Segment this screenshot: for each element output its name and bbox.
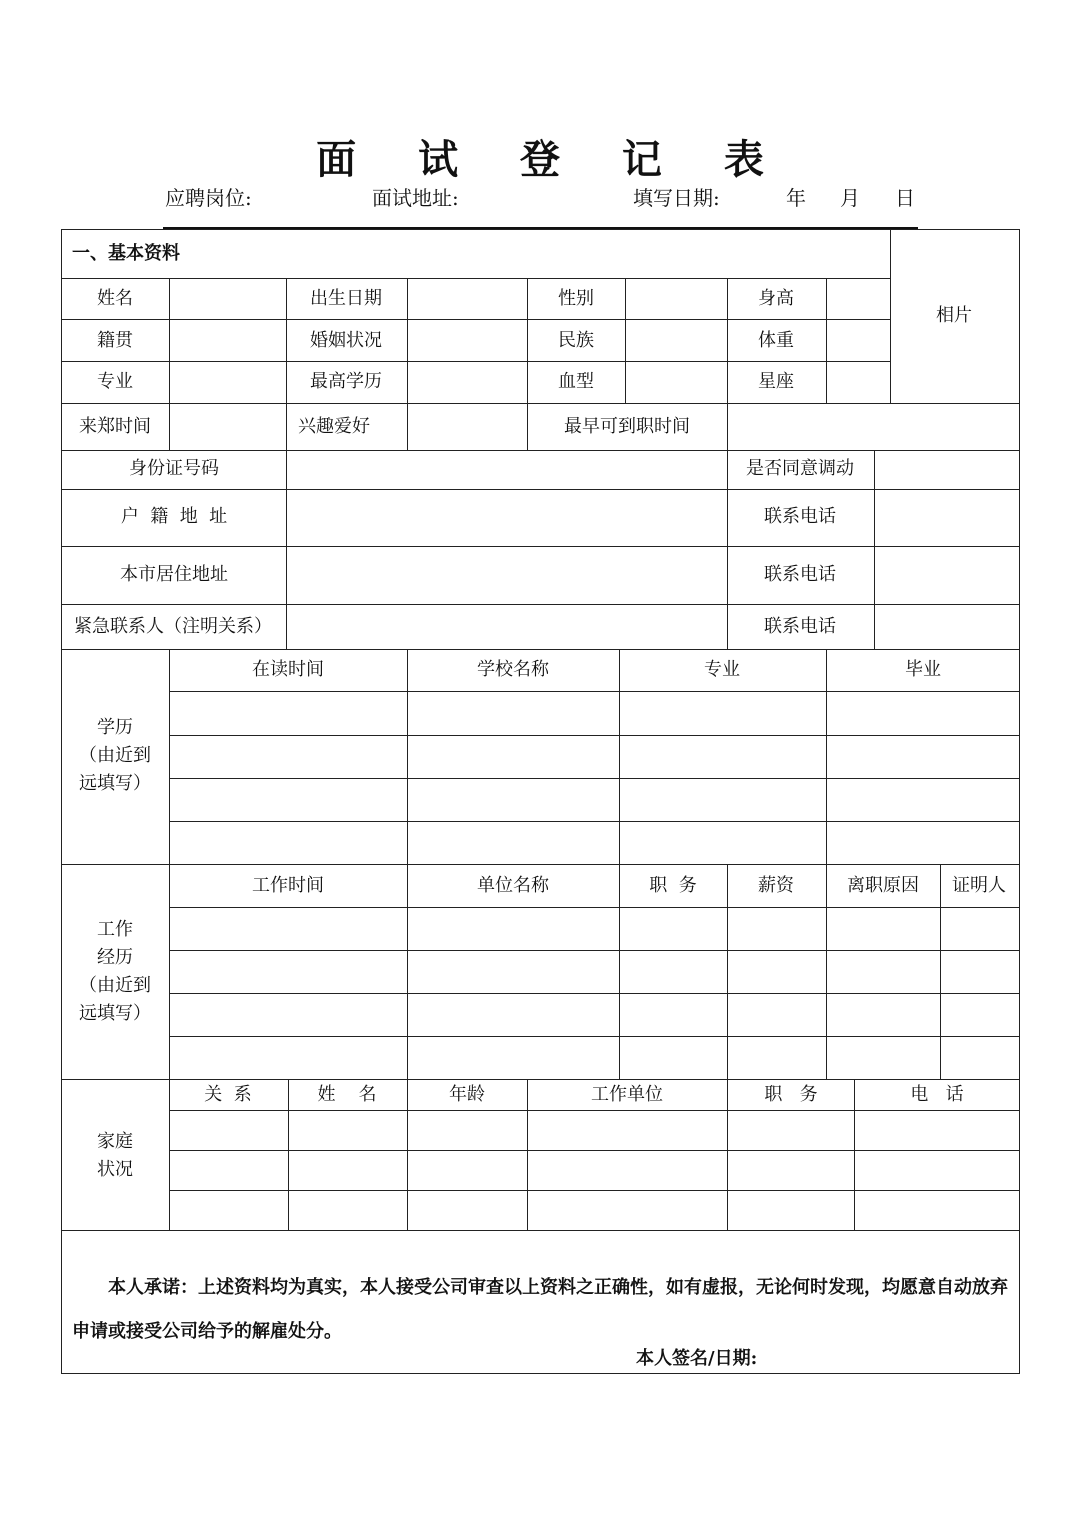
label-emergency-contact: 紧急联系人（注明关系）: [74, 616, 272, 637]
grid-line: [169, 821, 1020, 822]
section-basic-title: 一、基本资料: [72, 243, 180, 264]
edu-header: 学校名称: [477, 659, 549, 680]
grid-line: [940, 864, 941, 1079]
grid-line: [625, 278, 626, 403]
grid-line: [61, 1230, 1020, 1231]
month-label: 月: [840, 186, 860, 210]
grid-line: [169, 278, 170, 450]
label-gender: 性别: [558, 288, 594, 309]
grid-line: [169, 1110, 1020, 1111]
grid-line: [61, 1079, 1020, 1080]
address-label: 面试地址:: [372, 186, 459, 210]
grid-line: [169, 950, 1020, 951]
grid-line: [61, 489, 1020, 490]
grid-line: [286, 278, 287, 649]
position-label: 应聘岗位:: [165, 186, 252, 210]
edu-header: 专业: [704, 659, 740, 680]
grid-line: [169, 907, 1020, 908]
work-header: 离职原因: [847, 875, 919, 896]
family-header: 工作单位: [591, 1084, 663, 1105]
page-title: 面 试 登 记 表: [316, 136, 788, 183]
grid-line: [874, 450, 875, 649]
photo-label: 相片: [936, 305, 972, 326]
label-hobby: 兴趣爱好: [298, 416, 370, 437]
grid-line: [727, 864, 728, 1230]
edu-header: 毕业: [905, 659, 941, 680]
label-education: 最高学历: [310, 371, 382, 392]
label-blood: 血型: [558, 371, 594, 392]
grid-line: [61, 319, 890, 320]
work-label: 工作 经历 （由近到 远填写）: [79, 919, 151, 1024]
grid-line: [407, 649, 408, 1230]
grid-line: [61, 450, 1020, 451]
grid-line: [61, 278, 890, 279]
label-household-address: 户 籍 地 址: [120, 506, 228, 527]
grid-line: [826, 278, 827, 403]
family-label: 家庭 状况: [97, 1131, 133, 1180]
label-phone-3: 联系电话: [764, 616, 836, 637]
education-label: 学历 （由近到 远填写）: [79, 717, 151, 794]
label-phone-1: 联系电话: [764, 506, 836, 527]
label-phone-2: 联系电话: [764, 564, 836, 585]
family-header: 姓 名: [317, 1084, 377, 1105]
registration-form: [61, 229, 1020, 1374]
label-height: 身高: [758, 288, 794, 309]
work-header: 单位名称: [477, 875, 549, 896]
label-earliest-start: 最早可到职时间: [564, 416, 690, 437]
grid-line: [61, 604, 1020, 605]
work-header: 职 务: [649, 875, 697, 896]
label-weight: 体重: [758, 330, 794, 351]
work-header: 工作时间: [252, 875, 324, 896]
family-header: 职 务: [764, 1084, 818, 1105]
label-zodiac: 星座: [758, 371, 794, 392]
grid-line: [61, 864, 1020, 865]
grid-line: [169, 691, 1020, 692]
grid-line: [527, 1079, 528, 1230]
grid-line: [169, 1036, 1020, 1037]
grid-line: [169, 993, 1020, 994]
year-label: 年: [786, 186, 806, 210]
work-header: 证明人: [952, 875, 1006, 896]
grid-line: [890, 229, 891, 403]
work-header: 薪资: [758, 875, 794, 896]
label-name: 姓名: [97, 288, 133, 309]
grid-line: [619, 649, 620, 1079]
label-id-number: 身份证号码: [129, 458, 219, 479]
family-header: 年龄: [449, 1084, 485, 1105]
label-birth: 出生日期: [310, 288, 382, 309]
grid-line: [169, 1150, 1020, 1151]
label-residence: 本市居住地址: [120, 564, 228, 585]
label-marital: 婚姻状况: [310, 330, 382, 351]
grid-line: [854, 1079, 855, 1230]
grid-line: [61, 403, 1020, 404]
day-label: 日: [895, 186, 915, 210]
grid-line: [169, 1190, 1020, 1191]
family-header: 关 系: [204, 1084, 252, 1105]
label-transfer: 是否同意调动: [746, 458, 854, 479]
grid-line: [826, 649, 827, 1079]
grid-line: [61, 361, 890, 362]
grid-line: [727, 278, 728, 649]
grid-line: [527, 278, 528, 450]
grid-line: [288, 1079, 289, 1230]
grid-line: [61, 649, 1020, 650]
label-arrive-time: 来郑时间: [79, 416, 151, 437]
pledge-text: 本人承诺：上述资料均为真实，本人接受公司审查以上资料之正确性，如有虚报，无论何时发现，均愿意自动放弃申请或接受公司给予的解雇处分。: [72, 1277, 1008, 1342]
grid-line: [169, 649, 170, 1230]
label-native: 籍贯: [97, 330, 133, 351]
grid-line: [169, 778, 1020, 779]
edu-header: 在读时间: [252, 659, 324, 680]
grid-line: [169, 735, 1020, 736]
date-label: 填写日期:: [633, 186, 720, 210]
grid-line: [407, 278, 408, 450]
label-major: 专业: [97, 371, 133, 392]
signature-label: 本人签名/日期:: [636, 1348, 758, 1369]
label-ethnic: 民族: [558, 330, 594, 351]
grid-line: [61, 546, 1020, 547]
family-header: 电 话: [910, 1084, 964, 1105]
